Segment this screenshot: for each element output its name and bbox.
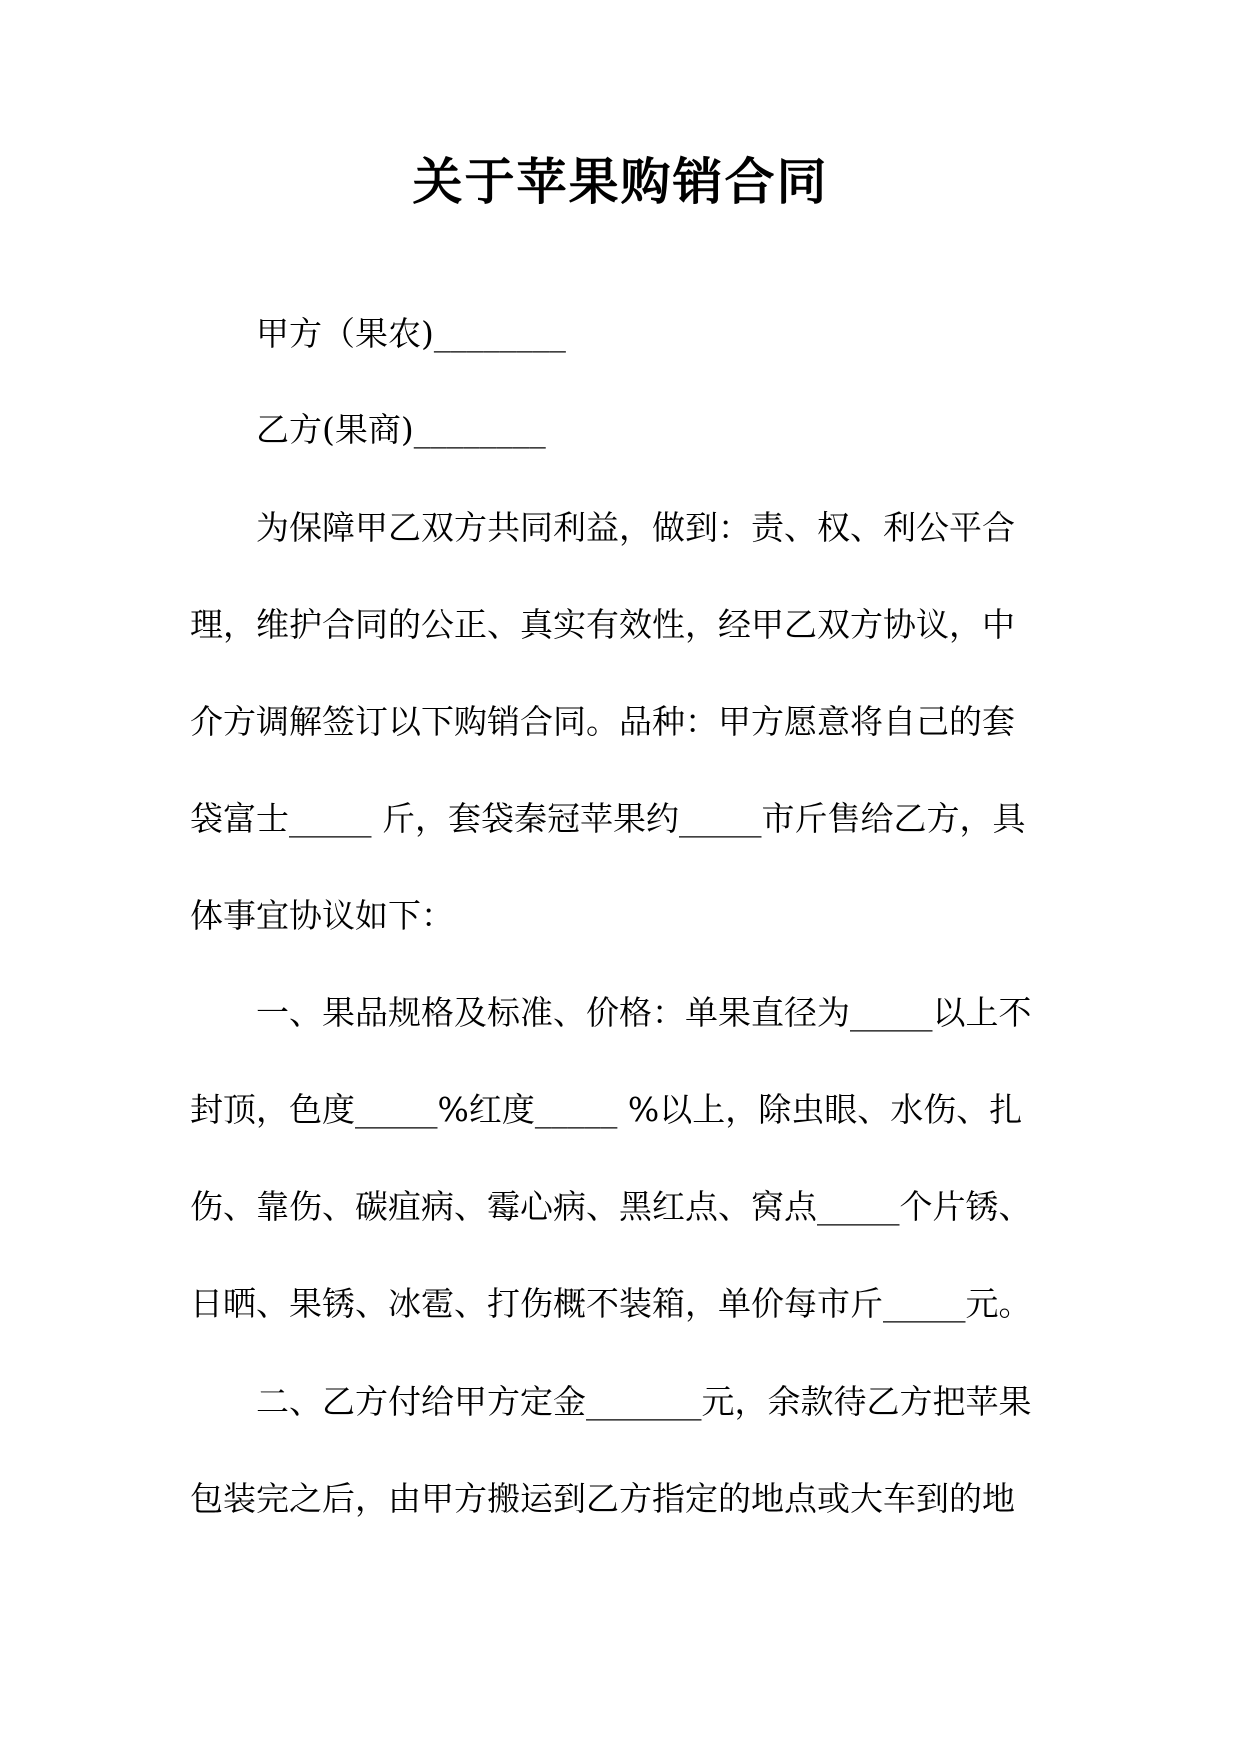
paragraph-line: 包装完之后，由甲方搬运到乙方指定的地点或大车到的地 [190, 1479, 1015, 1518]
paragraph-line: 介方调解签订以下购销合同。品种：甲方愿意将自己的套 [190, 702, 1015, 741]
clause-one-line: 一、果品规格及标准、价格：单果直径为_____以上不 [256, 993, 1032, 1032]
paragraph-line: 体事宜协议如下： [190, 896, 454, 935]
document-title: 关于苹果购销合同 [412, 153, 829, 211]
clause-two-line: 二、乙方付给甲方定金_______元，余款待乙方把苹果 [256, 1382, 1032, 1421]
paragraph-line: 理，维护合同的公正、真实有效性，经甲乙双方协议，中 [190, 605, 1015, 644]
paragraph-line: 封顶，色度_____%红度_____ %以上，除虫眼、水伤、扎 [190, 1090, 1023, 1129]
party-a-line: 甲方（果农)________ [256, 314, 566, 353]
paragraph-line: 袋富士_____ 斤，套袋秦冠苹果约_____市斤售给乙方，具 [190, 799, 1026, 838]
paragraph-line: 日晒、果锈、冰雹、打伤概不装箱，单价每市斤_____元。 [190, 1284, 1032, 1323]
paragraph-line: 为保障甲乙双方共同利益，做到：责、权、利公平合 [256, 508, 1015, 547]
paragraph-line: 伤、靠伤、碳疽病、霉心病、黑红点、窝点_____个片锈、 [190, 1187, 1032, 1226]
party-b-line: 乙方(果商)________ [256, 410, 546, 449]
